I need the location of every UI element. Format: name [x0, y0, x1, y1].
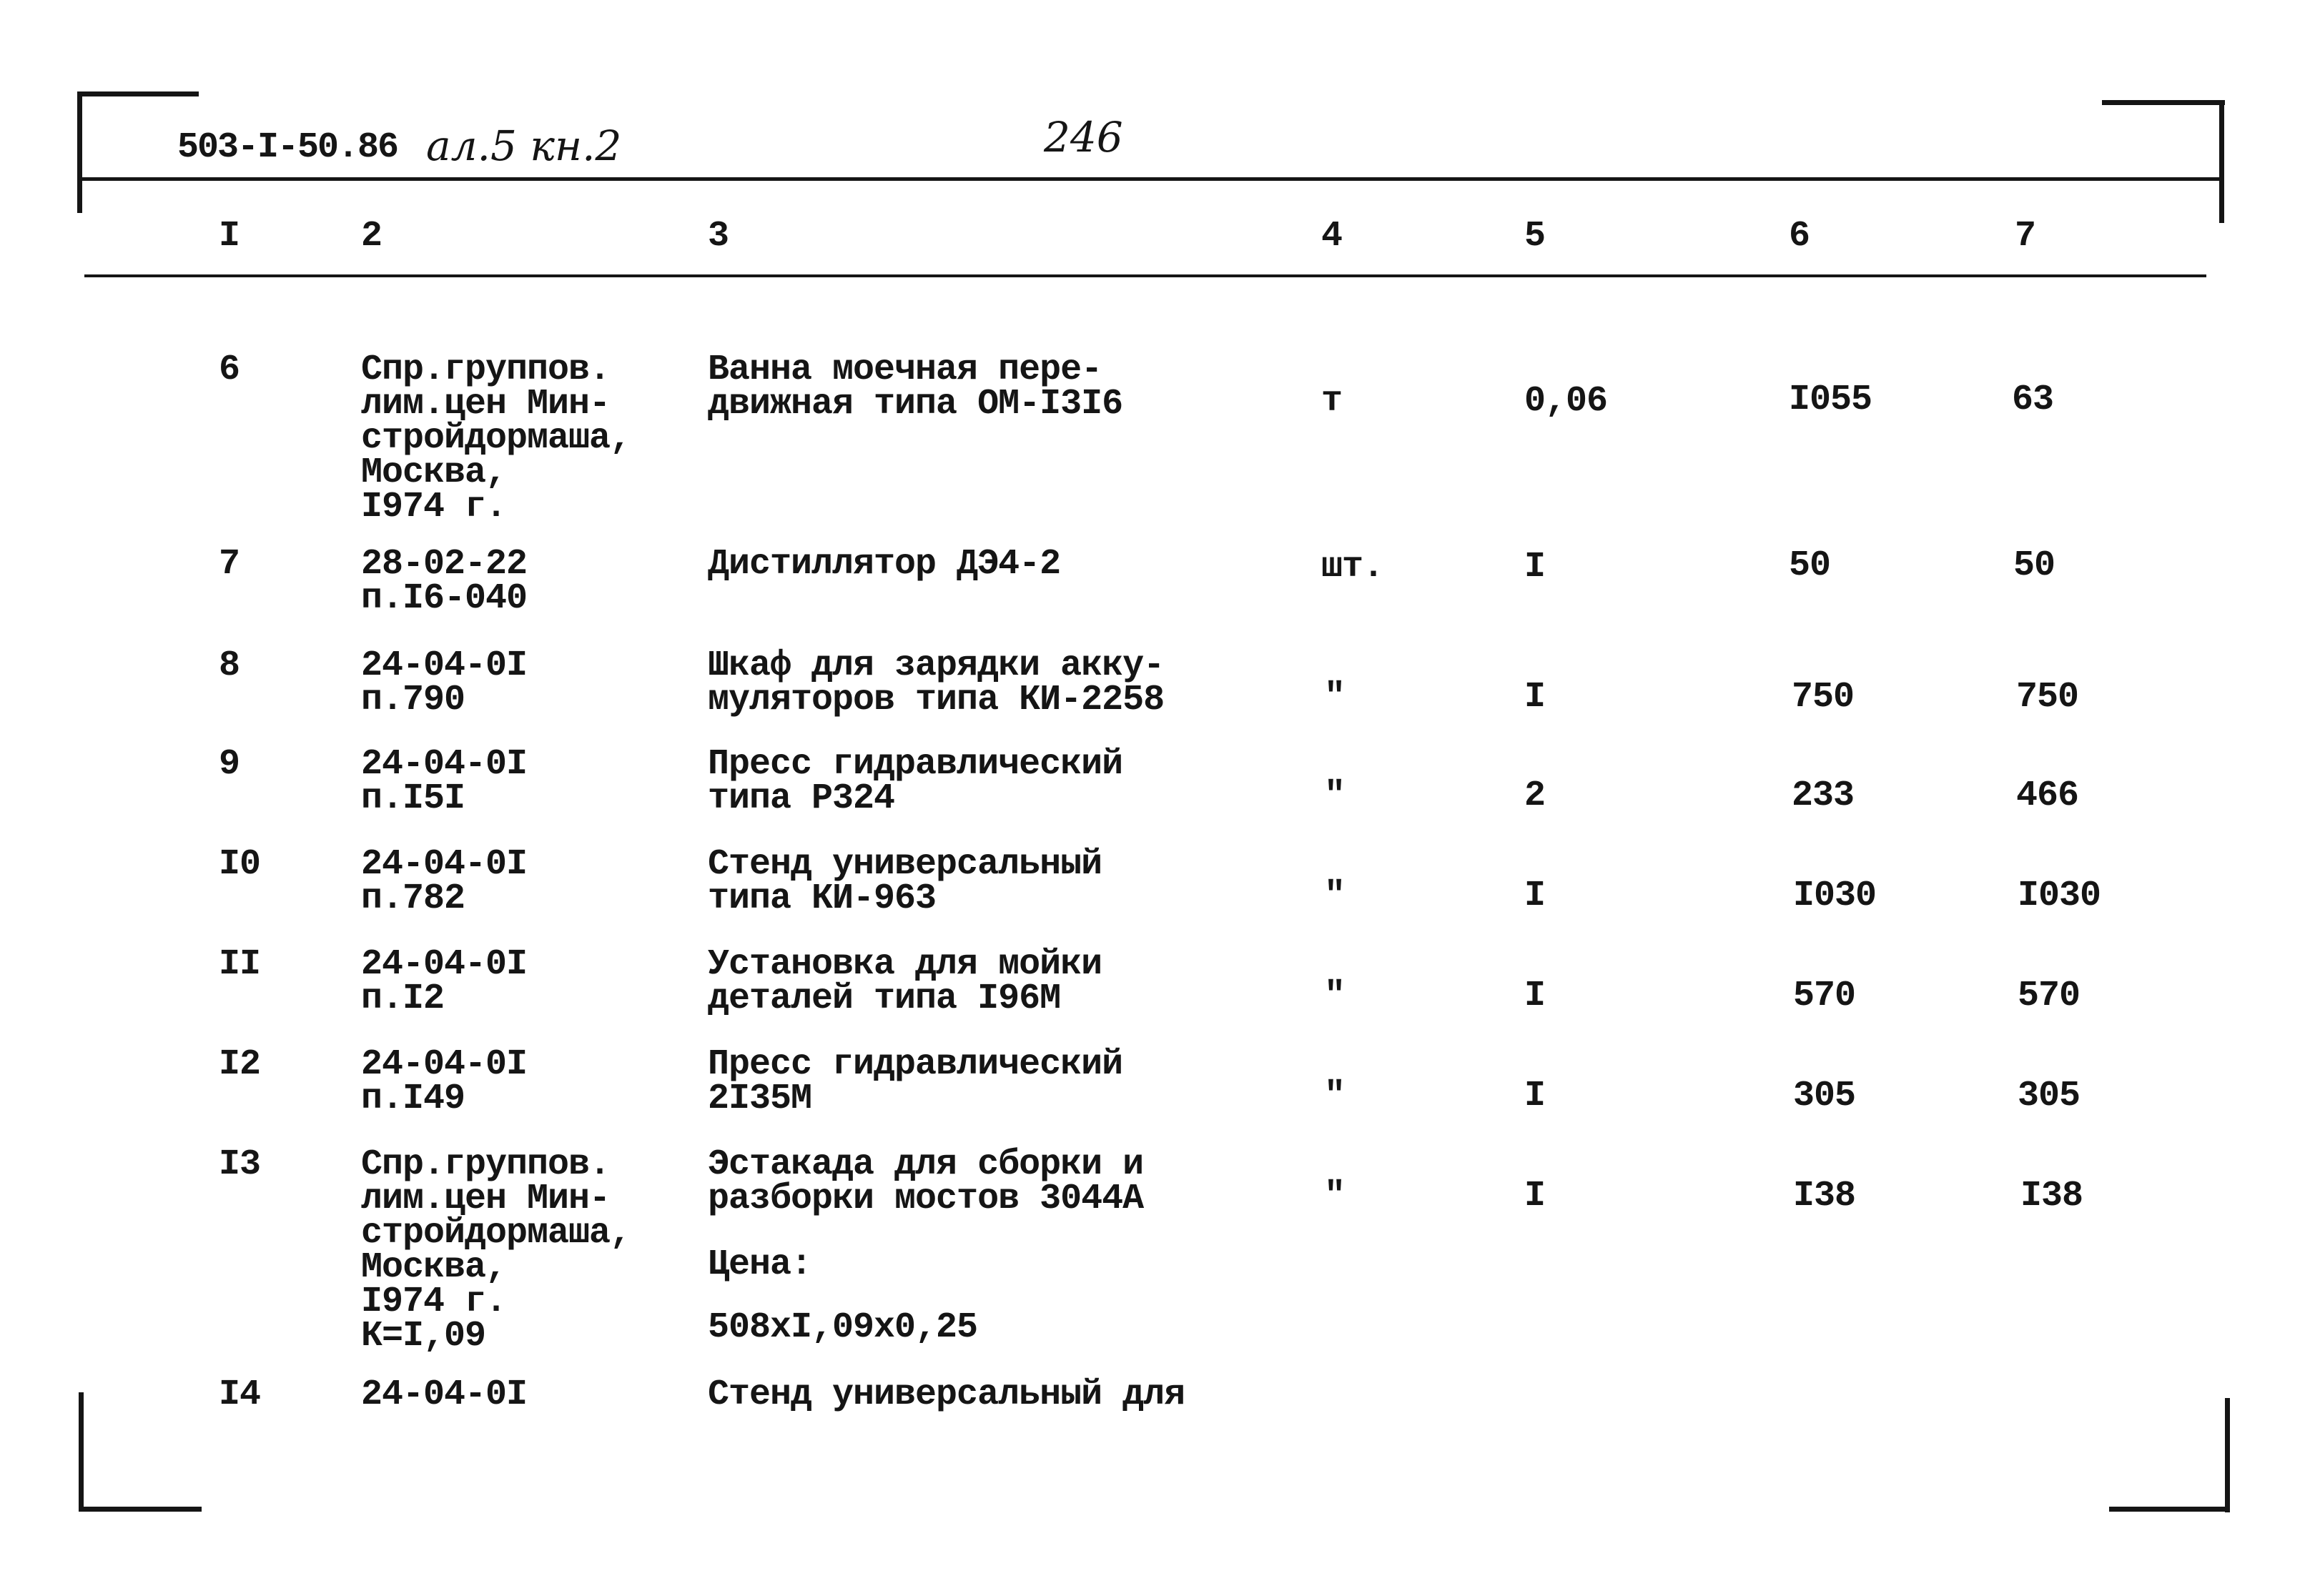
row-number: I2 — [219, 1044, 261, 1085]
row-quantity: I — [1524, 547, 1546, 588]
row-quantity: 0,06 — [1524, 381, 1608, 422]
row-quantity: I — [1524, 1176, 1546, 1216]
row-number: 7 — [219, 544, 240, 585]
frame-top-right-horizontal — [2102, 100, 2225, 105]
row-quantity: I — [1524, 1076, 1546, 1116]
row-unit: шт. — [1321, 547, 1384, 588]
column-header-rule — [84, 274, 2206, 277]
row-total: 63 — [2012, 380, 2054, 420]
document-code: 503-I-50.86 — [177, 127, 398, 168]
column-number-3: 3 — [708, 216, 730, 257]
frame-bottom-left-horizontal — [79, 1507, 202, 1512]
row-unit: " — [1324, 876, 1346, 916]
row-item-name: Эстакада для сборки и разборки мостов 3044А — [708, 1144, 1144, 1219]
row-number: I3 — [219, 1144, 261, 1185]
column-number-1: I — [219, 216, 241, 257]
row-reference: 24-04-0I п.790 — [361, 645, 528, 720]
row-item-name: Стенд универсальный типа КИ-963 — [708, 844, 1102, 919]
row-unit: " — [1324, 1176, 1346, 1216]
row-quantity: I — [1524, 677, 1546, 718]
row-total: 466 — [2016, 775, 2079, 816]
row-total: 50 — [2013, 545, 2055, 586]
row-total: I38 — [2020, 1176, 2083, 1216]
row-reference: Спр.группов. лим.цен Мин- стройдормаша, Москва, I974 г. — [361, 350, 631, 527]
row-unit-price: I030 — [1793, 876, 1877, 916]
row-unit: т — [1321, 381, 1343, 422]
row-quantity: 2 — [1524, 775, 1546, 816]
row-unit: " — [1324, 976, 1346, 1016]
column-number-2: 2 — [361, 216, 383, 257]
column-number-4: 4 — [1321, 216, 1343, 257]
row-reference: Спр.группов. лим.цен Мин- стройдормаша, Москва, I974 г. К=I,09 — [361, 1144, 631, 1357]
row-total: 750 — [2016, 677, 2079, 718]
row-price-caption: Цена: — [708, 1244, 812, 1285]
row-unit-price: 750 — [1792, 677, 1855, 718]
row-unit: " — [1324, 775, 1346, 816]
column-number-5: 5 — [1524, 216, 1546, 257]
row-unit-price: 233 — [1792, 775, 1855, 816]
row-number: 6 — [219, 350, 240, 390]
row-number: 9 — [219, 744, 240, 785]
row-reference: 24-04-0I — [361, 1374, 528, 1415]
row-reference: 24-04-0I п.I2 — [361, 944, 528, 1019]
row-item-name: Шкаф для зарядки акку- муляторов типа КИ-2258 — [708, 645, 1165, 720]
frame-bottom-right-vertical — [2225, 1398, 2230, 1512]
row-total: 305 — [2018, 1076, 2081, 1116]
row-number: II — [219, 944, 261, 985]
row-unit-price: I055 — [1789, 380, 1872, 420]
row-reference: 28-02-22 п.I6-040 — [361, 544, 528, 619]
row-total: I030 — [2018, 876, 2101, 916]
header-rule — [80, 177, 2222, 181]
row-quantity: I — [1524, 876, 1546, 916]
column-number-6: 6 — [1789, 216, 1811, 257]
row-item-name: Дистиллятор ДЭ4-2 — [708, 544, 1061, 585]
row-unit-price: I38 — [1793, 1176, 1856, 1216]
row-number: I4 — [219, 1374, 261, 1415]
row-reference: 24-04-0I п.I49 — [361, 1044, 528, 1119]
row-total: 570 — [2018, 976, 2081, 1016]
row-unit: " — [1324, 677, 1346, 718]
row-unit-price: 305 — [1793, 1076, 1856, 1116]
row-reference: 24-04-0I п.782 — [361, 844, 528, 919]
row-reference: 24-04-0I п.I5I — [361, 744, 528, 819]
row-unit-price: 50 — [1789, 545, 1831, 586]
frame-top-right-vertical — [2219, 100, 2224, 223]
frame-bottom-left-vertical — [79, 1392, 84, 1511]
row-number: I0 — [219, 844, 261, 885]
row-unit: " — [1324, 1076, 1346, 1116]
row-item-name: Пресс гидравлический 2I35М — [708, 1044, 1123, 1119]
handwritten-volume-note: ал.5 кн.2 — [426, 122, 622, 170]
row-quantity: I — [1524, 976, 1546, 1016]
frame-bottom-right-horizontal — [2109, 1507, 2229, 1512]
column-number-7: 7 — [2015, 216, 2037, 257]
row-item-name: Ванна моечная пере- движная типа ОМ-I3I6 — [708, 350, 1123, 425]
row-item-name: Установка для мойки деталей типа I96М — [708, 944, 1102, 1019]
frame-top-left-vertical — [77, 91, 82, 213]
row-unit-price: 570 — [1793, 976, 1856, 1016]
row-number: 8 — [219, 645, 240, 686]
row-item-name: Стенд универсальный для — [708, 1374, 1185, 1415]
frame-top-left-horizontal — [79, 91, 199, 96]
handwritten-page-number: 246 — [1044, 113, 1123, 162]
row-price-formula: 508хI,09х0,25 — [708, 1307, 978, 1348]
row-item-name: Пресс гидравлический типа Р324 — [708, 744, 1123, 819]
